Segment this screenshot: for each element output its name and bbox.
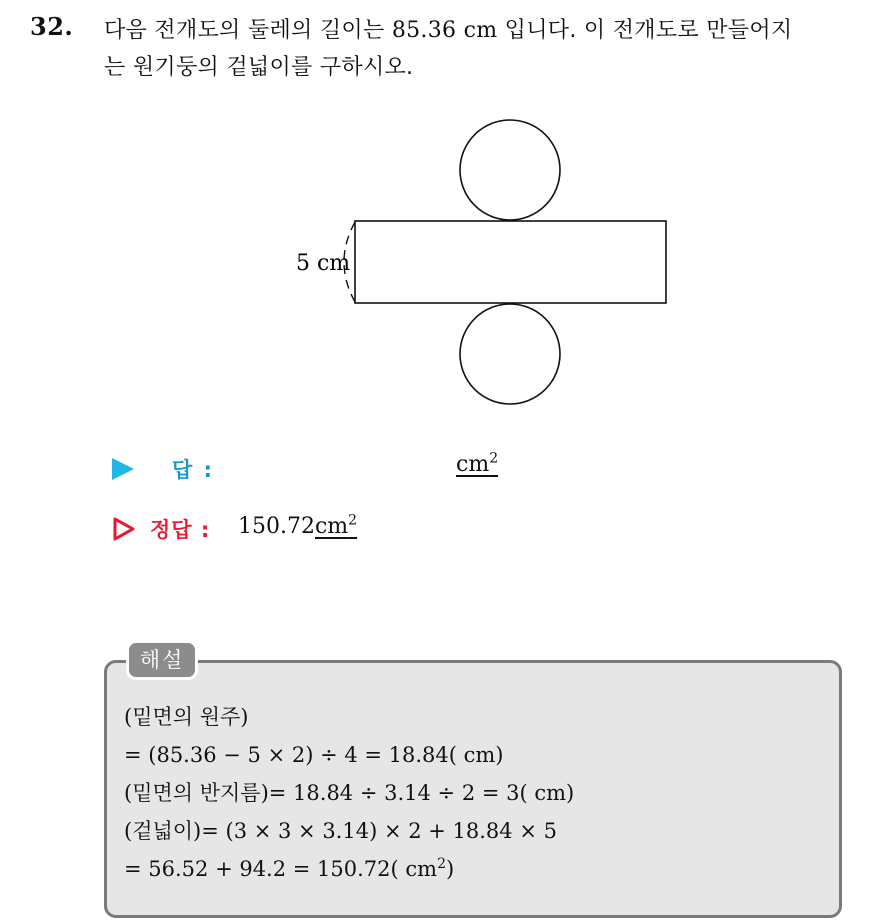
answer-unit: $cm^2$ — [456, 450, 499, 477]
explanation-line-4: (겉넓이)= (3 × 3 × 3.14) × 2 + 18.84 × 5 — [124, 819, 557, 843]
outline-triangle-icon — [112, 516, 136, 542]
height-label: 5 cm — [296, 251, 351, 276]
explanation-line-1: (밑면의 원주) — [124, 705, 249, 729]
cylinder-net-figure — [0, 0, 884, 430]
explanation-text — [124, 698, 574, 888]
lateral-rectangle — [355, 221, 666, 303]
correct-label: 정답 : — [150, 518, 211, 542]
bottom-base-circle — [460, 304, 560, 404]
play-triangle-icon — [112, 458, 134, 480]
question-line-1: 다음 전개도의 둘레의 길이는 85.36 cm 입니다. 이 전개도로 만들어지 — [104, 18, 793, 43]
answer-label: 답 : — [172, 458, 214, 482]
correct-answer-row — [112, 512, 612, 546]
explanation-tag: 해설 — [126, 640, 198, 680]
explanation-line-2: = (85.36 − 5 × 2) ÷ 4 = 18.84( cm) — [124, 743, 504, 767]
question-line-2: 는 원기둥의 겉넓이를 구하시오. — [104, 55, 414, 80]
answer-row — [112, 452, 612, 486]
explanation-line-5: = 56.52 + 94.2 = 150.72( $cm^2$) — [124, 856, 455, 881]
top-base-circle — [460, 120, 560, 220]
question-number: 32. — [30, 12, 74, 41]
explanation-line-3: (밑면의 반지름)= 18.84 ÷ 3.14 ÷ 2 = 3( cm) — [124, 781, 575, 805]
correct-value: $150.72cm^2$ — [238, 512, 358, 539]
